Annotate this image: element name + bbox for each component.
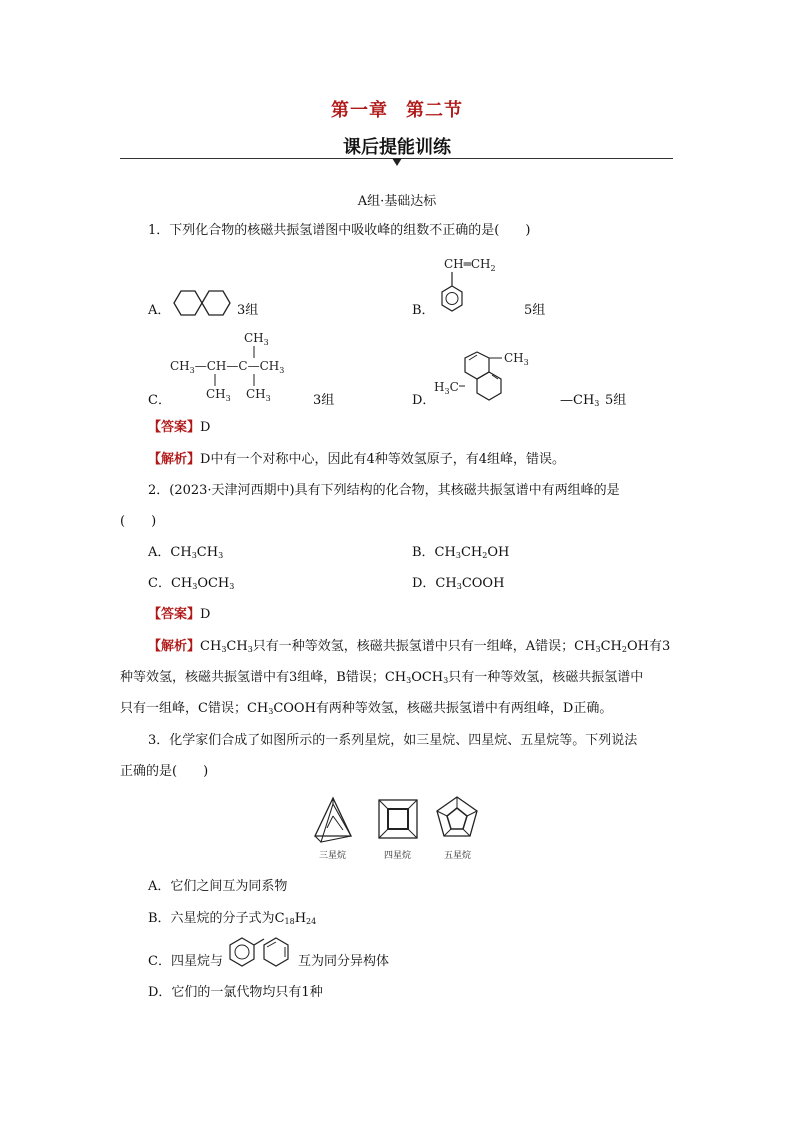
q2-analysis-line3: 只有一组峰，C错误；$CH_3COOH$有两种等效氢，核磁共振氢谱中有两组峰，D正确。	[120, 701, 613, 716]
svg-text:CH3: $CH_3$	[246, 387, 271, 403]
q1-analysis	[148, 450, 565, 470]
q2-option-a: A．$CH_3CH_3$	[148, 545, 224, 560]
chapter-heading	[0, 96, 794, 122]
q3-option-d: D．它们的一氯代物均只有1种	[148, 985, 323, 1000]
star-alkanes-figure	[305, 794, 485, 864]
q1-option-a-count: 3组	[237, 303, 259, 318]
svg-text:H3C: $H_3C$	[434, 380, 459, 396]
q2-analysis-line1: 【解析】$CH_3CH_3$只有一种等效氢，核磁共振氢谱中只有一组峰，A错误；$CH_3CH_2OH$有3	[148, 639, 671, 654]
decalin-structure	[168, 283, 232, 323]
q1-option-d-tail: $—CH_3$	[560, 393, 600, 408]
q2-analysis-line2: 种等效氢，核磁共振氢谱中有3组峰，B错误；$CH_3OCH_3$只有一种等效氢，核磁共振氢谱中	[120, 670, 644, 685]
answer-value: D	[200, 420, 211, 435]
q2-answer	[148, 605, 210, 625]
q3-option-a: A．它们之间互为同系物	[148, 879, 288, 894]
answer-value: D	[200, 607, 211, 622]
q3-option-c-prefix: C．四星烷与	[148, 954, 223, 969]
tetraasterane-structure	[379, 800, 417, 838]
q2-option-c: C．$CH_3OCH_3$	[148, 576, 235, 591]
q1-option-a-label: A．	[148, 303, 171, 318]
tetraasterane-label: 四星烷	[384, 851, 412, 861]
title-rule-marker	[392, 158, 402, 166]
dimethylnaphthalene-structure	[432, 344, 552, 410]
q1-option-d-label: D．	[412, 393, 436, 408]
q2-stem-line1: 2．(2023·天津河西期中)具有下列结构的化合物，其核磁共振氢谱中有两组峰的是	[148, 483, 620, 498]
svg-text:CH3: $CH_3$	[504, 351, 529, 367]
q2-stem-line2: ( )	[120, 514, 157, 529]
pentaasterane-label: 五星烷	[444, 851, 472, 861]
q3-option-c-suffix: 互为同分异构体	[298, 954, 390, 969]
section-number: 第二节	[406, 100, 463, 121]
q1-option-d-count: 5组	[605, 393, 627, 408]
analysis-text: D中有一个对称中心，因此有4种等效氢原子，有4组峰，错误。	[200, 452, 565, 467]
q1-answer	[148, 418, 210, 438]
trimethylbutane-structure	[168, 328, 308, 406]
q1-stem: 1．下列化合物的核磁共振氢谱图中吸收峰的组数不正确的是( )	[148, 223, 531, 238]
q1-option-c-label: C．	[148, 393, 171, 408]
q2-option-b: B．$CH_3CH_2OH$	[412, 545, 510, 560]
svg-text:CH3—CH—C—CH3: $CH_3—CH—C—CH_3$	[170, 359, 285, 375]
pentaasterane-structure	[437, 797, 477, 836]
svg-text:CH3: $CH_3$	[244, 331, 269, 347]
q3-stem-line2: 正确的是( )	[120, 764, 209, 779]
analysis-tag: 【解析】	[148, 452, 201, 467]
page-title: 课后提能训练	[343, 137, 451, 158]
svg-text:CH3: $CH_3$	[206, 387, 231, 403]
q3-stem-line1: 3．化学家们合成了如图所示的一系列星烷，如三星烷、四星烷、五星烷等。下列说法	[148, 733, 638, 748]
q1-option-b-label: B．	[412, 303, 435, 318]
styrene-structure	[432, 250, 522, 320]
answer-tag: 【答案】	[148, 420, 201, 435]
group-heading: A组·基础达标	[357, 194, 437, 209]
q1-option-c-count: 3组	[313, 393, 335, 408]
q2-option-d: D．$CH_3COOH$	[412, 576, 505, 591]
phenylcyclohexadiene-structure	[224, 934, 304, 974]
triasterane-structure	[315, 798, 351, 842]
chapter-title: 第一章	[331, 100, 388, 121]
answer-tag: 【答案】	[148, 607, 201, 622]
svg-text:CH═CH2: $CH═CH_2$	[444, 257, 496, 273]
triasterane-label: 三星烷	[319, 851, 347, 861]
q1-option-b-count: 5组	[524, 303, 546, 318]
analysis-tag: 【解析】	[148, 639, 201, 654]
q3-option-b: B．六星烷的分子式为$C_{18}H_{24}$	[148, 911, 317, 926]
